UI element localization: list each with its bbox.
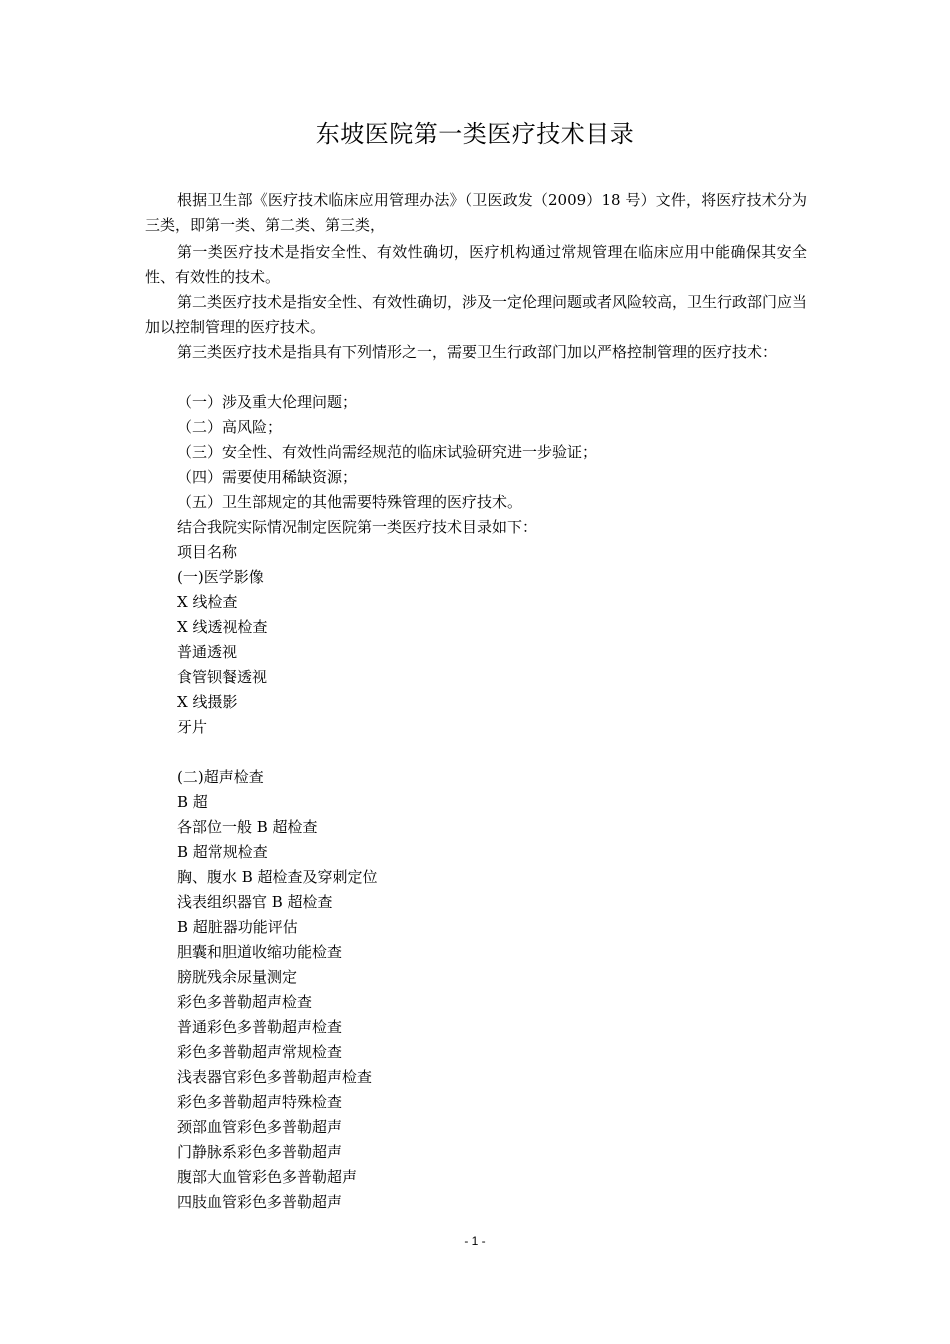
class-three-paragraph: 第三类医疗技术是指具有下列情形之一，需要卫生行政部门加以严格控制管理的医疗技术： — [177, 343, 778, 361]
list-item: 颈部血管彩色多普勒超声 — [177, 1118, 343, 1136]
section-heading-ultrasound: (二)超声检查 — [177, 768, 264, 786]
class-two-paragraph: 第二类医疗技术是指安全性、有效性确切，涉及一定伦理问题或者风险较高，卫生行政部门应当加以控制管理的医疗技术。 — [145, 293, 808, 336]
list-item: B 超脏器功能评估 — [177, 918, 298, 936]
list-header: 项目名称 — [177, 543, 238, 561]
list-item: 彩色多普勒超声检查 — [177, 993, 313, 1011]
list-item: 彩色多普勒超声特殊检查 — [177, 1093, 343, 1111]
condition-item: （二）高风险； — [177, 418, 283, 436]
condition-item: （四）需要使用稀缺资源； — [177, 468, 358, 486]
list-item: 普通彩色多普勒超声检查 — [177, 1018, 343, 1036]
list-item: 浅表组织器官 B 超检查 — [177, 893, 333, 911]
list-item: 四肢血管彩色多普勒超声 — [177, 1193, 343, 1211]
list-item: B 超常规检查 — [177, 843, 268, 861]
list-item: X 线检查 — [177, 593, 238, 611]
list-item: 彩色多普勒超声常规检查 — [177, 1043, 343, 1061]
page-number: - 1 - — [464, 1234, 486, 1248]
section-heading-imaging: (一)医学影像 — [177, 568, 264, 586]
document-title: 东坡医院第一类医疗技术目录 — [315, 120, 635, 148]
list-item: 浅表器官彩色多普勒超声检查 — [177, 1068, 373, 1086]
list-item: 膀胱残余尿量测定 — [177, 968, 298, 986]
list-item: 食管钡餐透视 — [177, 668, 268, 686]
list-item: B 超 — [177, 793, 208, 811]
intro-paragraph: 根据卫生部《医疗技术临床应用管理办法》（卫医政发（2009）18 号）文件，将医疗技术分为三类，即第一类、第二类、第三类， — [145, 191, 807, 234]
list-item: 胸、腹水 B 超检查及穿刺定位 — [177, 868, 378, 886]
condition-item: （五）卫生部规定的其他需要特殊管理的医疗技术。 — [177, 493, 523, 511]
condition-item: （一）涉及重大伦理问题； — [177, 393, 358, 411]
list-item: X 线摄影 — [177, 693, 238, 711]
condition-item: （三）安全性、有效性尚需经规范的临床试验研究进一步验证； — [177, 443, 598, 461]
class-one-paragraph: 第一类医疗技术是指安全性、有效性确切，医疗机构通过常规管理在临床应用中能确保其安全性、有效性的技术。 — [145, 243, 807, 286]
list-item: 牙片 — [177, 718, 208, 736]
list-item: 普通透视 — [177, 643, 238, 661]
list-item: 门静脉系彩色多普勒超声 — [177, 1143, 343, 1161]
list-item: 胆囊和胆道收缩功能检查 — [177, 943, 343, 961]
catalog-intro: 结合我院实际情况制定医院第一类医疗技术目录如下： — [177, 518, 538, 536]
list-item: 腹部大血管彩色多普勒超声 — [177, 1168, 358, 1186]
list-item: 各部位一般 B 超检查 — [177, 818, 318, 836]
list-item: X 线透视检查 — [177, 618, 268, 636]
